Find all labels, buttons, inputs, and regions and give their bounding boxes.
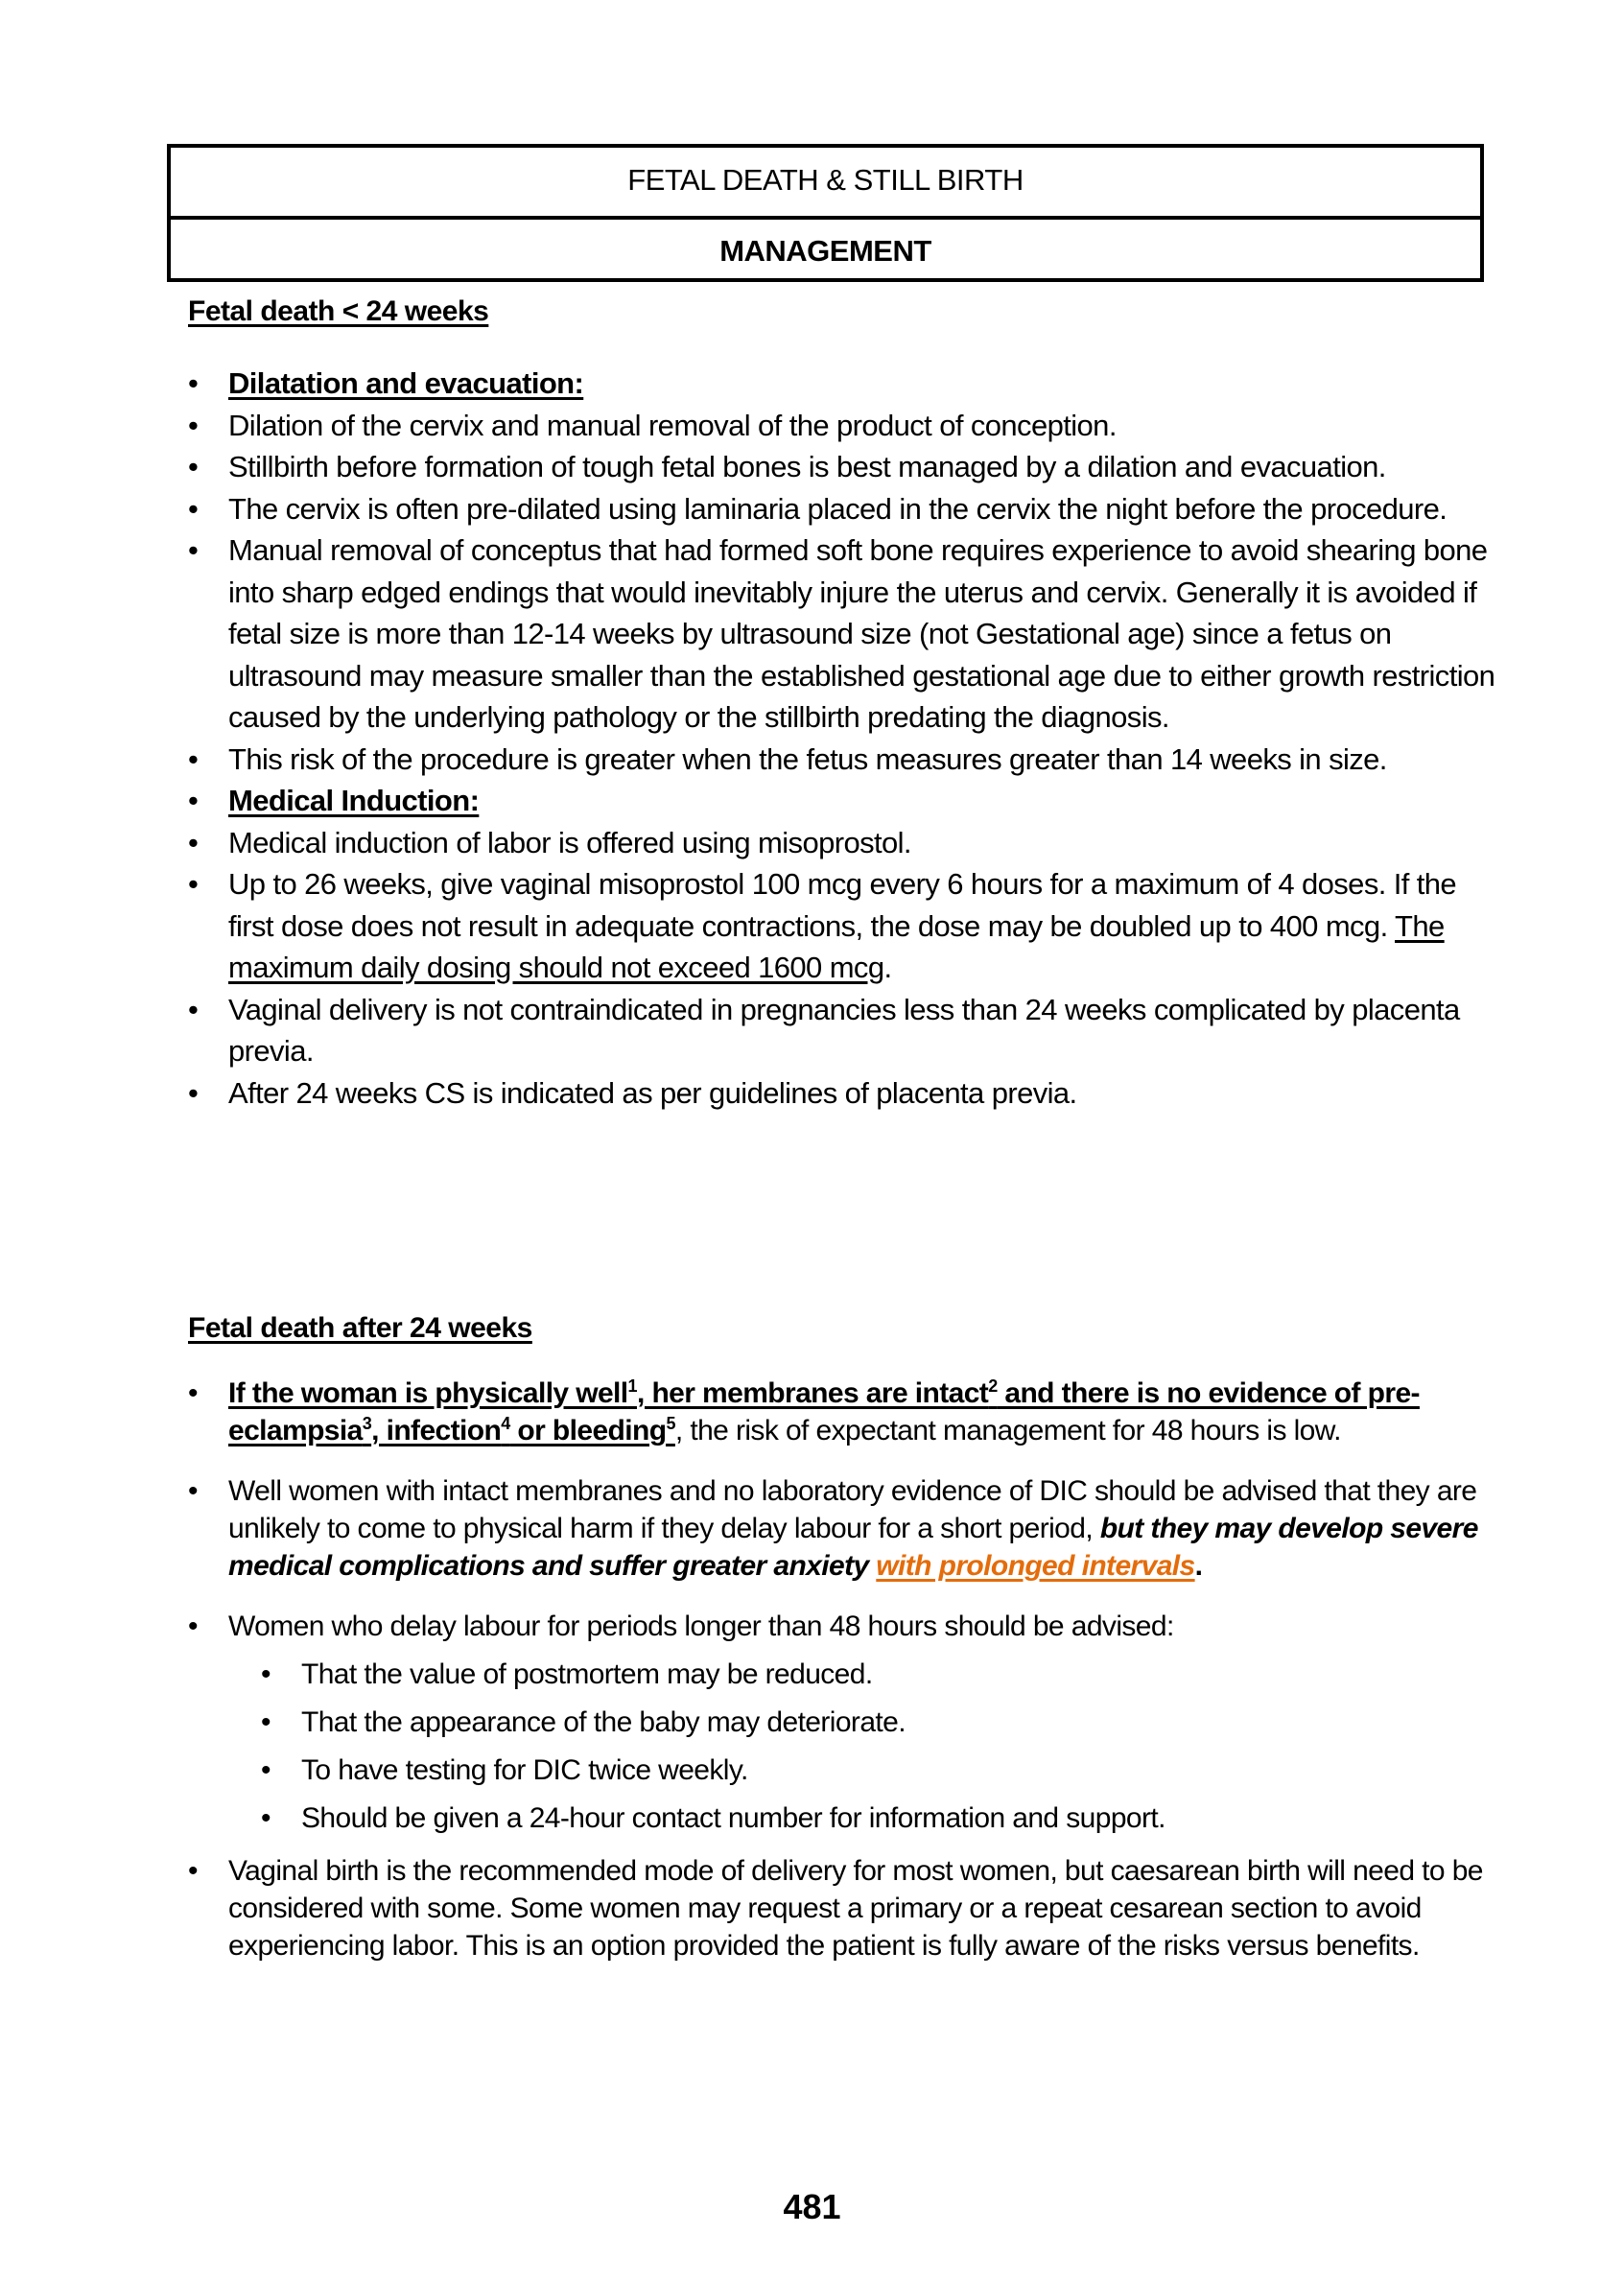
max-dose-note: The maximum daily dosing should not exceed 1600 mcg xyxy=(228,908,1445,984)
subheading-medical-induction: Medical Induction: xyxy=(228,784,480,817)
list-item xyxy=(188,363,1502,405)
list-item-text: Up to 26 weeks, give vaginal misoprostol 100 mcg every 6 hours for a maximum of 4 doses. If the first dose does not result in adequate contractions, the dose may be doubled up to 400 mcg. xyxy=(228,867,1457,943)
list-item xyxy=(188,405,1502,447)
list-item xyxy=(188,863,1502,989)
list-item-text: Manual removal of conceptus that had formed soft bone requires experience to avoid shearing bone into sharp edged endings that would inevitably injure the uterus and cervix. Generally it is avoided if fetal size is more than 12-14 weeks by ultrasound size (not Gestational age) since a fetus on ultrasound may measure smaller than the established gestational age due to either growth restriction caused by the underlying pathology or the stillbirth predating the diagnosis. xyxy=(228,533,1495,734)
sub-list-item: • Should be given a 24-hour contact number for information and support. xyxy=(261,1795,1493,1843)
list-item xyxy=(188,1608,1493,1843)
list-item-text: Vaginal birth is the recommended mode of delivery for most women, but caesarean birth will need to be considered with some. Some women may request a primary or a repeat cesarean section to avoid experiencing labor. This is an option provided the patient is fully aware of the risks versus benefits. xyxy=(228,1855,1483,1962)
list-item-text: Dilation of the cervix and manual removal of the product of conception. xyxy=(228,408,1117,442)
advice-sublist xyxy=(228,1651,1493,1843)
list-item xyxy=(188,1375,1493,1449)
list-item-text: Vaginal delivery is not contraindicated in pregnancies less than 24 weeks complicated by placenta previa. xyxy=(228,992,1460,1068)
list-item-text: After 24 weeks CS is indicated as per guidelines of placenta previa. xyxy=(228,1075,1077,1110)
sub-list-item: • That the appearance of the baby may deteriorate. xyxy=(261,1699,1493,1747)
list-item xyxy=(188,739,1502,781)
list-item xyxy=(188,780,1502,822)
title-box xyxy=(167,144,1484,282)
list-item xyxy=(188,529,1502,739)
list-item xyxy=(188,488,1502,530)
section-heading-after-24: Fetal death after 24 weeks xyxy=(188,1312,532,1344)
list-item xyxy=(188,446,1502,488)
list-item-text: Women who delay labour for periods longer than 48 hours should be advised: xyxy=(228,1611,1174,1642)
list-item xyxy=(188,1852,1493,1964)
subheading-dilatation: Dilatation and evacuation: xyxy=(228,366,584,400)
list-item xyxy=(188,989,1502,1072)
list-item-text: Well women with intact membranes and no laboratory evidence of DIC should be advised that they are unlikely to come to physical harm if they delay labour for a short period, xyxy=(228,1475,1477,1544)
list-item-text: The cervix is often pre-dilated using laminaria placed in the cervix the night before the procedure. xyxy=(228,491,1447,526)
list-item-text: . xyxy=(1194,1550,1203,1582)
condition-text: If the woman is physically well$^1$, her membranes are intact$^2$ and there is no evidence of pre-eclampsia$^3$, infection$^4$ or bleeding$^5$ xyxy=(228,1376,1420,1446)
section-heading-under-24: Fetal death < 24 weeks xyxy=(188,295,489,327)
page-title: FETAL DEATH & STILL BIRTH xyxy=(627,162,1024,197)
after-24-list xyxy=(188,1375,1493,1987)
list-item xyxy=(188,1472,1493,1585)
warning-text: but they may develop severe medical complications and suffer greater anxiety xyxy=(228,1513,1478,1582)
list-item-text: . xyxy=(883,951,892,984)
sub-list-item: • That the value of postmortem may be reduced. xyxy=(261,1651,1493,1699)
list-item-text: Medical induction of labor is offered using misoprostol. xyxy=(228,825,911,859)
page-subtitle: MANAGEMENT xyxy=(171,216,1480,282)
highlight-text: with prolonged intervals xyxy=(876,1550,1195,1582)
list-item-text: This risk of the procedure is greater when the fetus measures greater than 14 weeks in size. xyxy=(228,741,1387,776)
under-24-list xyxy=(188,363,1502,1114)
page-number: 481 xyxy=(783,2187,841,2226)
list-item-text: , the risk of expectant management for 48 hours is low. xyxy=(674,1415,1341,1446)
list-item xyxy=(188,822,1502,864)
list-item-text: Stillbirth before formation of tough fetal bones is best managed by a dilation and evacuation. xyxy=(228,450,1386,483)
list-item xyxy=(188,1072,1502,1115)
sub-list-item: • To have testing for DIC twice weekly. xyxy=(261,1747,1493,1795)
